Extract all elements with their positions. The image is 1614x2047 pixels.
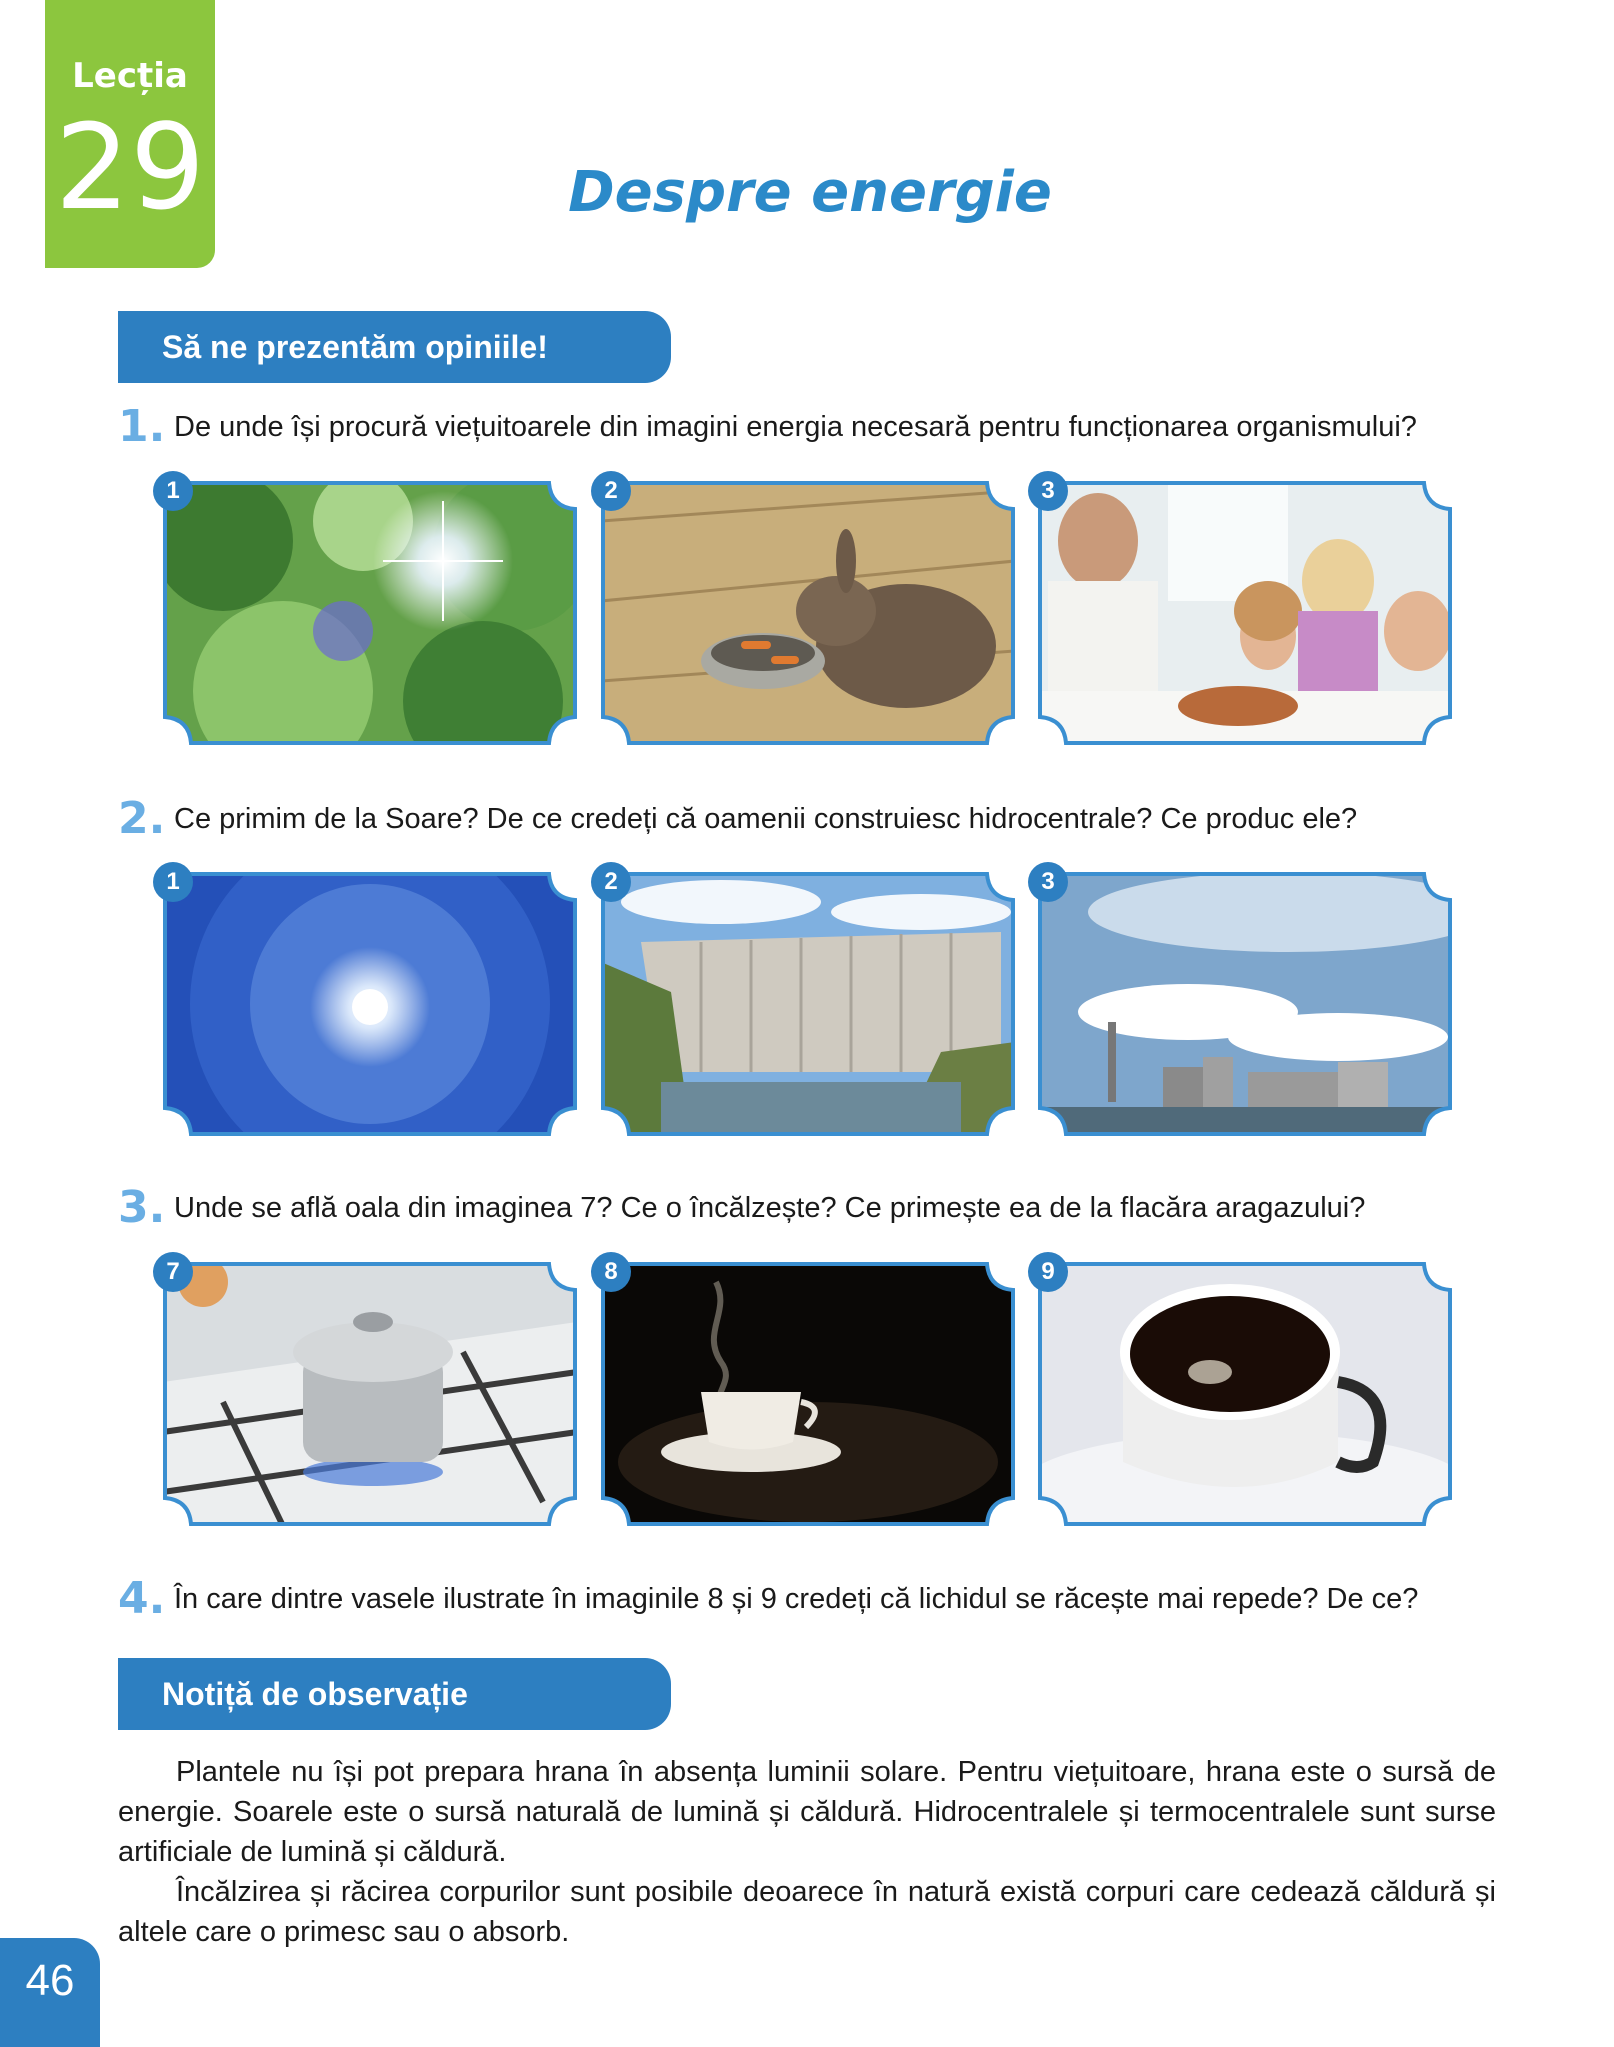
image-badge: 8 — [591, 1252, 631, 1292]
lesson-label: Lecția — [72, 56, 188, 96]
lesson-tab — [45, 0, 215, 268]
observation-note — [118, 1752, 1496, 1952]
question-4 — [118, 1574, 1498, 1624]
photo-pot-on-stove — [163, 1258, 577, 1526]
image-badge: 1 — [153, 862, 193, 902]
question-2 — [118, 794, 1498, 844]
section-header-observation — [118, 1658, 671, 1730]
photo-sun-through-leaves — [163, 477, 577, 745]
photo-rabbit-eating — [601, 477, 1015, 745]
image-badge: 7 — [153, 1252, 193, 1292]
question-number: 3. — [118, 1182, 166, 1233]
photo-cup-in-snow — [1038, 1258, 1452, 1526]
question-number: 1. — [118, 401, 166, 452]
photo-sun-in-sky — [163, 868, 577, 1136]
image-badge: 9 — [1028, 1252, 1068, 1292]
note-paragraph-2: Încălzirea și răcirea corpurilor sunt posibile deoarece în natură există corpuri care cedează căldură și altele care o primesc sau o absorb. — [118, 1876, 1496, 1948]
image-badge: 2 — [591, 471, 631, 511]
page-number-tab — [0, 1938, 100, 2047]
lesson-number: 29 — [54, 98, 206, 236]
section-header-label: Să ne prezentăm opiniile! — [162, 329, 548, 365]
photo-steaming-cup — [601, 1258, 1015, 1526]
question-text: De unde își procură viețuitoarele din imagini energia necesară pentru funcționarea organismului? — [174, 411, 1417, 443]
question-text: Ce primim de la Soare? De ce credeți că oamenii construiesc hidrocentrale? Ce produc ele? — [174, 803, 1358, 835]
page-title: Despre energie — [568, 160, 1052, 225]
question-number: 4. — [118, 1573, 166, 1624]
image-badge: 1 — [153, 471, 193, 511]
question-3 — [118, 1183, 1498, 1233]
question-number: 2. — [118, 793, 166, 844]
photo-power-plant — [1038, 868, 1452, 1136]
image-badge: 2 — [591, 862, 631, 902]
note-paragraph-1: Plantele nu își pot prepara hrana în absența luminii solare. Pentru viețuitoare, hrana este o sursă de energie. Soarele este o sursă naturală de lumină și căldură. Hidrocentralele și termocentralele sunt surse artificiale de lumină și căldură. — [118, 1756, 1496, 1868]
question-text: Unde se află oala din imaginea 7? Ce o încălzește? Ce primește ea de la flacăra aragazului? — [174, 1192, 1366, 1224]
photo-hydro-dam — [601, 868, 1015, 1136]
question-text: În care dintre vasele ilustrate în imaginile 8 și 9 credeți că lichidul se răcește mai repede? De ce? — [174, 1583, 1419, 1615]
section-header-label: Notiță de observație — [162, 1676, 468, 1712]
page-number: 46 — [25, 1956, 75, 2005]
image-badge: 3 — [1028, 471, 1068, 511]
image-badge: 3 — [1028, 862, 1068, 902]
question-1 — [118, 402, 1498, 452]
photo-family-dinner — [1038, 477, 1452, 745]
section-header-opinions — [118, 311, 671, 383]
